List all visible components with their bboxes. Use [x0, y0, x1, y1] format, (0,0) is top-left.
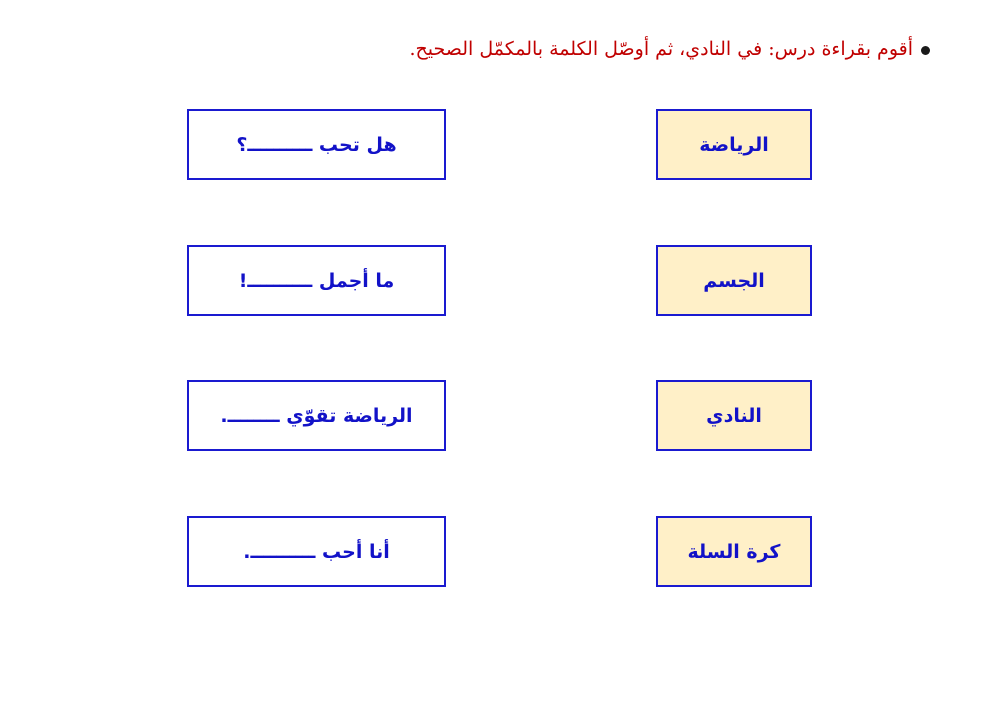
- sentence-text-2: ما أجمل ــــــــــ!: [238, 269, 395, 292]
- sentence-text-1: هل تحب ــــــــــ؟: [236, 133, 397, 156]
- sentence-box-3[interactable]: [187, 380, 446, 451]
- sentence-text-4: أنا أحب ــــــــــ.: [243, 540, 390, 563]
- word-box-4[interactable]: [656, 516, 812, 587]
- word-text-3: النادي: [706, 404, 762, 427]
- sentence-box-2[interactable]: [187, 245, 446, 316]
- word-text-1: الرياضة: [699, 133, 769, 156]
- instruction-line: [409, 38, 930, 60]
- bullet-icon: [921, 46, 930, 55]
- word-box-3[interactable]: [656, 380, 812, 451]
- sentence-box-4[interactable]: [187, 516, 446, 587]
- instruction-text: أقوم بقراءة درس: في النادي، ثم أوصّل الكلمة بالمكمّل الصحيح.: [409, 38, 913, 60]
- word-text-2: الجسم: [703, 269, 765, 292]
- word-box-1[interactable]: [656, 109, 812, 180]
- sentence-text-3: الرياضة تقوّي ــــــــ.: [220, 404, 413, 427]
- sentence-box-1[interactable]: [187, 109, 446, 180]
- word-box-2[interactable]: [656, 245, 812, 316]
- word-text-4: كرة السلة: [687, 540, 781, 563]
